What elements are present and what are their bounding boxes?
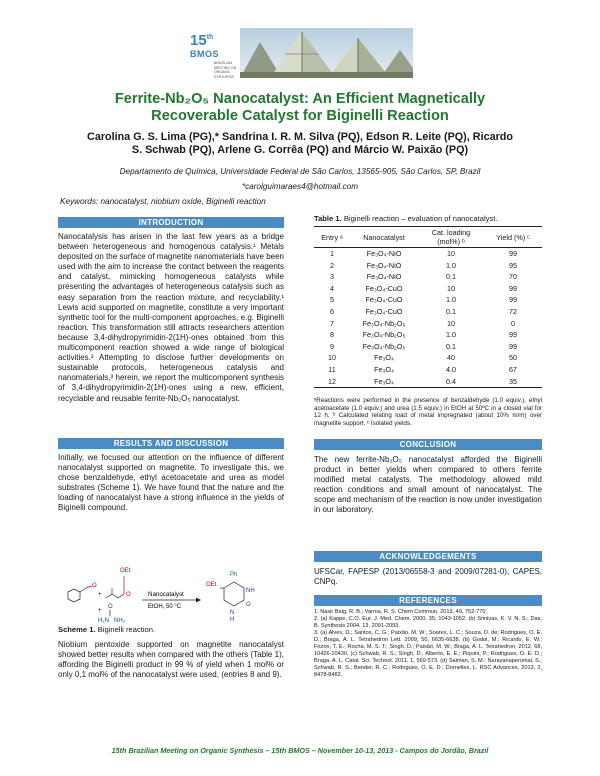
- table-row: 7 Fe₃O₄-Nb₂O₅ 10 0: [330, 318, 515, 328]
- conference-footer: 15th Brazilian Meeting on Organic Synthesis – 15th BMOS – November 10-13, 2013 - Campos do Jordão, Brazil: [111, 746, 489, 755]
- scheme-caption-label: Scheme 1.: [58, 625, 96, 634]
- table-row: 2 Fe₃O₄-NiO 1.0 95: [330, 260, 517, 270]
- logo-edition-number: 15: [190, 32, 207, 49]
- references-heading: REFERENCES: [314, 595, 542, 606]
- conditions-label: EtOH, 50 °C: [148, 604, 182, 610]
- table-row: 3 Fe₃O₄-NiO 0.1 70: [330, 272, 517, 282]
- logo-tent-photo: [240, 28, 413, 78]
- keywords: Keywords: nanocatalyst, niobium oxide, Biginelli reaction: [60, 197, 266, 206]
- corresponding-email: *carolguimaraes4@hotmail.com: [241, 182, 359, 191]
- logo-edition-suffix: th: [206, 34, 214, 41]
- header-yield: Yield (%) ᶜ: [484, 227, 542, 248]
- title-line-2: Recoverable Catalyst for Biginelli Reaction: [151, 108, 449, 124]
- table-row: 1 Fe₃O₄-NiO 10 99: [330, 249, 517, 258]
- urea-h2n: H₂N: [98, 618, 109, 624]
- product-ester-o: OEt: [206, 582, 217, 588]
- urea-nh2: NH₂: [114, 618, 125, 624]
- acknowledgements-heading: ACKNOWLEDGEMENTS: [314, 551, 542, 562]
- conclusion-text: The new ferrite-Nb₂O₅ nanocatalyst afforded the Biginelli product in better yields when compared to others ferrite modified metal catalysts. The methodology allowed mild reaction conditions and small amount of nanocatalyst. The scope and mechanism of the reaction is now under investigation in our laboratory.: [314, 455, 542, 515]
- ester-oxygen: OEt: [120, 568, 131, 574]
- scheme-biginelli-reaction: [62, 562, 277, 627]
- table-row: 8 Fe₃O₄-Nb₂O₅ 1.0 99: [330, 330, 517, 340]
- catalyst-label: Nanocatalyst: [148, 591, 184, 598]
- catalyst-table: [314, 226, 542, 388]
- logo-name: BMOS: [190, 49, 219, 59]
- product-n: N: [230, 610, 235, 616]
- scheme-caption: [58, 625, 155, 634]
- table-row: 4 Fe₃O₄-CuO 10 99: [330, 283, 517, 293]
- authors-line-2: S. Schwab (PQ), Arlene G. Corrêa (PQ) and Márcio W. Paixão (PQ): [131, 144, 469, 156]
- bmos-badge: [188, 28, 240, 78]
- reference-item: 3. (a) Alves, D.; Santos, C. G.; Paixão, M. W.; Soares, L. C.; Souza, D. de; Rodrigues, O. E. D.; Braga, A. L. Tetrahedron Lett. 2009, 50, 6635-6638. (b) Godoi, M.; Ricardo, E. W.; Frizon, T. E.; Rocha, M. S. T.; Singh, D.; Paixão, M. W.; Braga, A. L. Tetrahedron, 2012, 68, 10426-10430. (c) Schwab, R. S.; Singh, D.; Alberto, E. E.; Piquini, P.; Rodrigues, O. E. D.; Braga, A. L. Catal. Sci. Technol. 2011, 1, 569-573. (d) Saiman, S. M.; Narayanaperumal, S.; Schwab, R. S.; Bender, R. C.; Rodrigues, O. E. D.; Dornelles, L. RSC Advances, 2012, 2, 8478-8482.: [314, 630, 542, 678]
- paper-title: [40, 91, 560, 125]
- header-loading: Cat. loading (mol%) ᵇ: [418, 227, 484, 248]
- authors-line-1: Carolina G. S. Lima (PG),* Sandrina I. R. M. Silva (PQ), Edson R. Leite (PQ), Ricardo: [87, 131, 513, 143]
- results-heading: RESULTS AND DISCUSSION: [58, 438, 284, 449]
- ketone-oxygen: O: [126, 592, 131, 598]
- table-row: 12 Fe₃O₄ 0.4 35: [314, 376, 542, 388]
- introduction-heading: INTRODUCTION: [58, 217, 284, 228]
- reference-item: 2. (a) Kappe, C.O. Eur. J. Med. Chem. 2000, 35, 1043-1052. (b) Srinivas, K. V. N. S.; Das, B. Synthesis 2004, 13, 2091-2093.: [314, 616, 542, 629]
- table-row: 11 Fe₃O₄ 4.0 67: [328, 364, 517, 374]
- scheme-caption-text: Biginelli reaction.: [95, 625, 156, 634]
- table-row: 10 Fe₃O₄ 40 50: [328, 353, 517, 363]
- table-row: 9 Fe₃O₄-Nb₂O₅ 0.1 99: [330, 341, 517, 351]
- reference-item: 1. Nasir Baig, R. B.; Varma, R. S. Chem Commun. 2013, 49, 752-770.: [314, 609, 488, 615]
- aldehyde-oxygen: O: [92, 583, 97, 589]
- table-footnote: ᵃReactions were performed in the presence of benzaldehyde (1.0 equiv.), ethyl acetoacetate (1.0 equiv.) and urea (1.5 equiv.) in EtOH at 50ºC in a closed vial for 12 h. ᵇ Calculated relating load of metal impregnated (about 10% m/m) over magnetite support. ᶜ Isolated yields.: [314, 397, 542, 427]
- results-text-1: Initially, we focused our attention on the influence of different nanocatalyst supported on magnetite. To investigate this, we chose benzaldehyde, ethyl acetoacetate and urea as model substrates (Scheme 1). We have found that the nature and the loading of nanocatalyst have a strong influence in the yields of Biginelli compound.: [58, 453, 284, 513]
- table-header-row: [314, 227, 542, 248]
- table-row: 5 Fe₃O₄-CuO 1.0 99: [330, 295, 517, 305]
- acknowledgements-text: UFSCar, FAPESP (2013/06558-3 and 2009/07281-0), CAPES, CNPq.: [314, 567, 542, 587]
- urea-o: O: [108, 604, 113, 610]
- product-h: H: [230, 617, 235, 623]
- logo-subtitle: BRAZILIAN MEETING ON ORGANIC SYNTHESIS: [214, 61, 237, 79]
- plus-sign-1: +: [98, 592, 102, 598]
- product-o: O: [246, 602, 251, 608]
- plus-sign-2: +: [98, 608, 102, 614]
- title-line-1: Ferrite-Nb₂O₅ Nanocatalyst: An Efficient Magnetically: [114, 91, 486, 107]
- reference-list: [314, 609, 542, 679]
- author-list: [40, 131, 560, 157]
- table-row: 6 Fe₃O₄-CuO 0.1 72: [330, 306, 517, 316]
- conclusion-heading: CONCLUSION: [314, 439, 542, 450]
- product-phenyl: Ph: [230, 572, 238, 578]
- introduction-text: Nanocatalysis has arisen in the last few years as a bridge between heterogeneous and homogenous catalysis.¹ Metals deposited on the surface of magnetite nanomaterials have been used with the aim to increase the contact between the reagents and catalyst, mimicking homogeneous catalysts while presenting the advantages of heterogeneous catalysis such as easy separation from the reaction mixture, and recyclability.¹ Lewis acid supported on magnetite, constitute a very important synthetic tool for the multi-component approaches, e.g. Biginelli reaction. This transformation still attracts researchers attention because 3,4-dihydropyrimidin-2(1H)-ones obtained from this multicomponent reaction showed a wide range of biological activities.² Attempting to disclose further developments on sustainable protocols, heterogeneous catalysis and nanomaterials,³ herein, we report the multicomponent synthesis of 3,4-dihydropyrimidin-2(1H)-ones using a new, efficient, recyclable and reusable ferrite-Nb₂O₅ nanocatalyst.: [58, 232, 284, 403]
- table-caption-label: Table 1.: [314, 214, 342, 223]
- table-caption: [314, 214, 498, 223]
- table-caption-text: Biginelli reaction – evaluation of nanocatalyst.: [341, 214, 498, 223]
- conference-logo: [188, 28, 413, 78]
- affiliation: Departamento de Química, Universidade Federal de São Carlos, 13565-905, São Carlos, SP, Brazil: [119, 167, 481, 176]
- header-nanocatalyst: Nanocatalyst: [350, 227, 418, 248]
- header-entry: Entry ᵃ: [314, 227, 350, 248]
- results-text-2: Niobium pentoxide supported on magnetite nanocatalyst showed better results when compared with the others (Table 1), affording the Biginelli product in 99 % of yield when 1 mol% or only 0,1 mol% of the nanocatalyst were used, (entries 8 and 9).: [58, 640, 284, 680]
- product-nh: NH: [246, 588, 255, 594]
